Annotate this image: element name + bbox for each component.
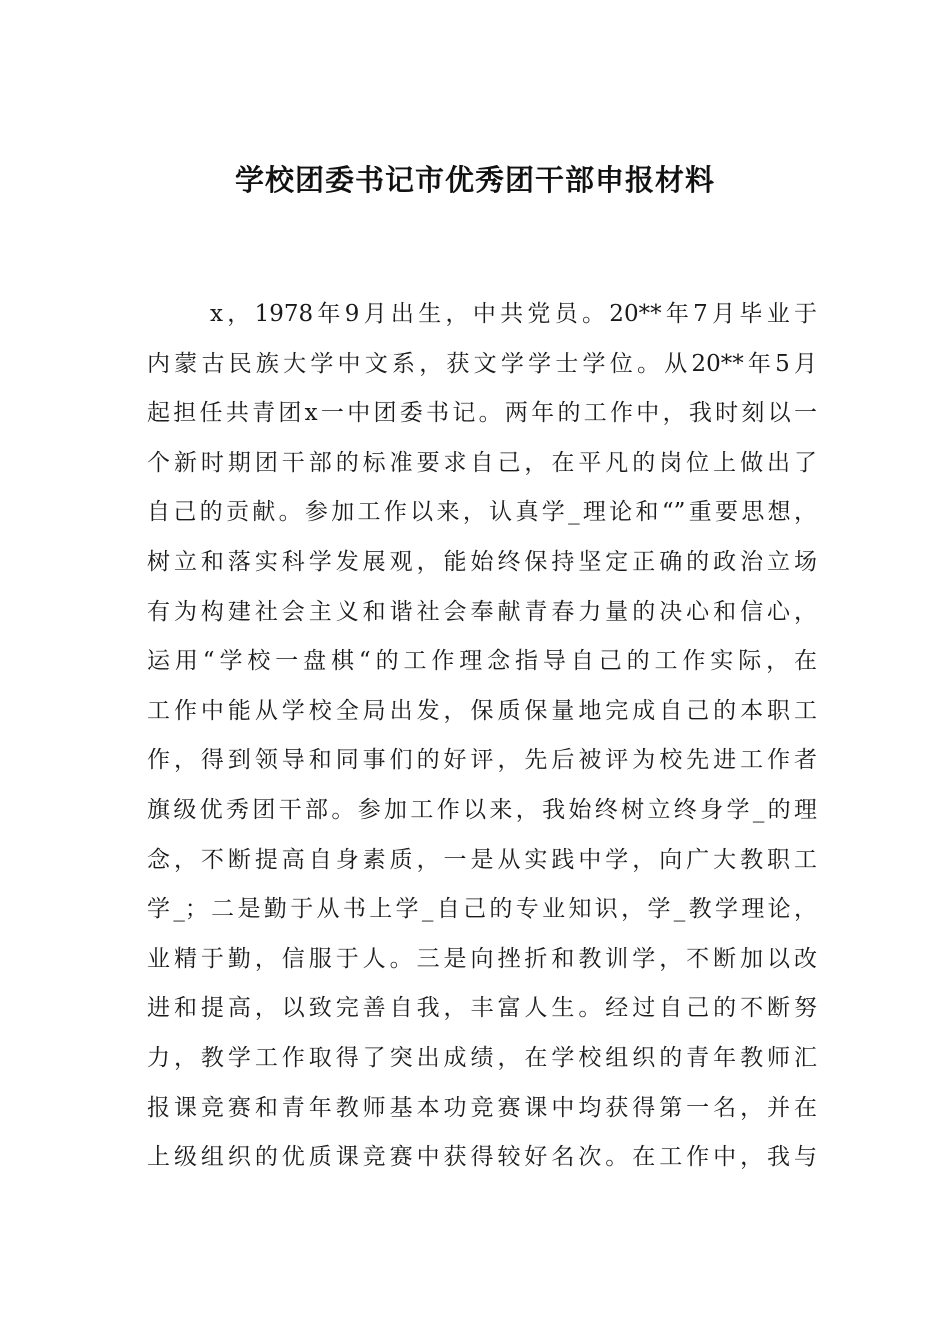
body-line: 树立和落实科学发展观，能始终保持坚定正确的政治立场 bbox=[147, 548, 817, 575]
body-line: 有为构建社会主义和谐社会奉献青春力量的决心和信心， bbox=[147, 598, 817, 625]
body-line: 念，不断提高自身素质，一是从实践中学，向广大教职工 bbox=[147, 846, 817, 873]
body-line: 运用“学校一盘棋“的工作理念指导自己的工作实际，在 bbox=[147, 648, 817, 675]
body-line: 报课竞赛和青年教师基本功竞赛课中均获得第一名，并在 bbox=[147, 1094, 817, 1121]
body-line: 学_；二是勤于从书上学_自己的专业知识，学_教学理论， bbox=[147, 896, 817, 923]
document-title: 学校团委书记市优秀团干部申报材料 bbox=[234, 163, 715, 197]
body-line: 自己的贡献。参加工作以来，认真学_理论和“”重要思想， bbox=[147, 499, 817, 526]
body-line: 工作中能从学校全局出发，保质保量地完成自己的本职工 bbox=[147, 697, 817, 724]
body-line: x，1978年9月出生，中共党员。20**年7月毕业于 bbox=[210, 301, 817, 327]
body-line: 业精于勤，信服于人。三是向挫折和教训学，不断加以改 bbox=[147, 945, 817, 972]
body-line: 作，得到领导和同事们的好评，先后被评为校先进工作者 bbox=[147, 747, 817, 774]
body-line: 进和提高，以致完善自我，丰富人生。经过自己的不断努 bbox=[147, 995, 817, 1022]
body-line: 个新时期团干部的标准要求自己，在平凡的岗位上做出了 bbox=[147, 449, 817, 476]
document-body bbox=[147, 290, 817, 1183]
body-line: 内蒙古民族大学中文系，获文学学士学位。从20**年5月 bbox=[147, 350, 817, 377]
body-line: 力，教学工作取得了突出成绩，在学校组织的青年教师汇 bbox=[147, 1044, 817, 1071]
body-line: 上级组织的优质课竞赛中获得较好名次。在工作中，我与 bbox=[147, 1144, 817, 1171]
body-line: 旗级优秀团干部。参加工作以来，我始终树立终身学_的理 bbox=[147, 796, 817, 823]
body-line: 起担任共青团x一中团委书记。两年的工作中，我时刻以一 bbox=[147, 400, 817, 427]
